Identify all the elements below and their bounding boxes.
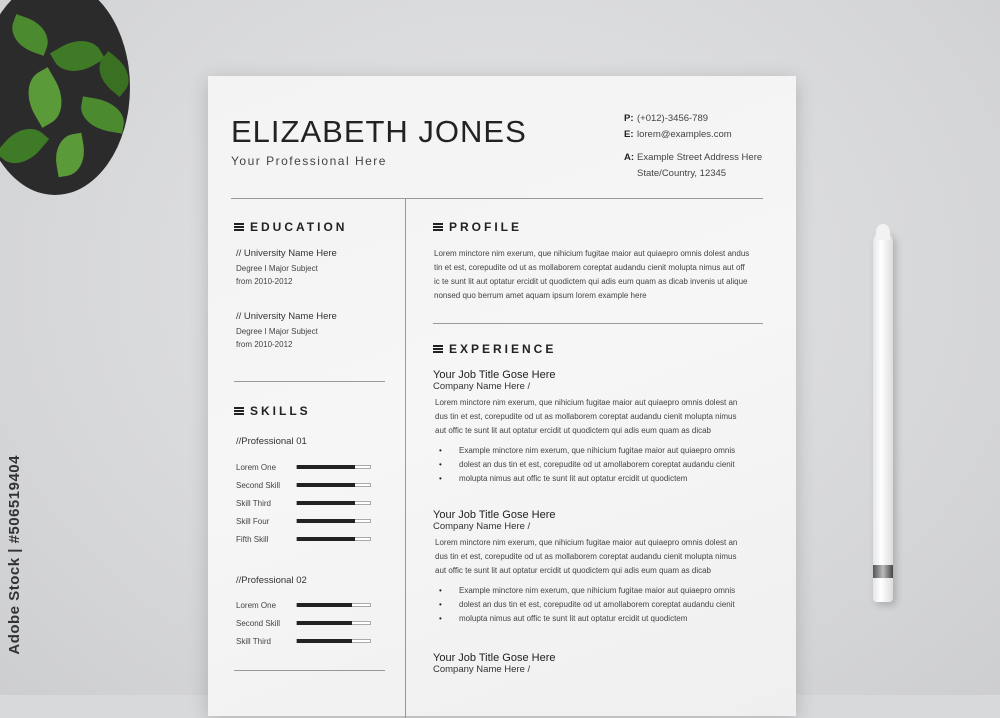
skill-label: Lorem One bbox=[236, 462, 277, 472]
skill-level-fill bbox=[297, 603, 352, 607]
experience-heading: EXPERIENCE bbox=[433, 342, 556, 356]
skill-level-fill bbox=[297, 621, 352, 625]
menu-lines-icon bbox=[433, 223, 443, 231]
skill-list bbox=[236, 596, 371, 650]
stylus-pen bbox=[873, 232, 893, 602]
profile-text: Lorem minctore nim exerum, que nihicium fugitae maior aut quiaepro omnis dolest andus tin et est, corepudite od ut as mollaborem coreptat audandu cienit molupta nimus aut off ic te sunt lit aut optatur ercidit ut quodictem qui adis eum quam as dicab invenis ut alique nonsed quo berrum amet aquam ipsum lorem example here bbox=[434, 249, 750, 300]
watermark: Adobe Stock | #506519404 bbox=[6, 455, 23, 655]
skill-level-bar bbox=[296, 519, 371, 523]
skill-row bbox=[236, 458, 371, 476]
skill-level-bar bbox=[296, 483, 371, 487]
education-item: // University Name Here Degree I Major Subject from 2010-2012 bbox=[236, 311, 337, 349]
skill-group-title: //Professional 01 bbox=[236, 436, 307, 447]
menu-lines-icon bbox=[234, 407, 244, 415]
experience-item: Your Job Title Gose Here Company Name Here / Lorem minctore nim exerum, que nihicium fugitae maior aut quiaepro omnis dolest an dus tin et est, corepudite od ut as mollaborem coreptat audandu cienit molupta nimus aut offic te sunt lit aut optatur ercidit ut quodictem qui adis eum quam as dicab • Example minctore nim exerum, que nihicium fugitae maior aut quiaepro omnis • dolest an dus tin et est, corepudite od ut amollaborem coreptat audandu cienit • molupta nimus aut offic te sunt lit aut optatur ercidit ut quodictem bbox=[433, 509, 763, 626]
divider bbox=[234, 670, 385, 671]
skill-label: Second Skill bbox=[236, 618, 281, 628]
skill-row bbox=[236, 632, 371, 650]
skill-level-fill bbox=[297, 537, 355, 541]
skill-level-fill bbox=[297, 501, 355, 505]
skill-label: Fifth Skill bbox=[236, 534, 269, 544]
skill-row bbox=[236, 614, 371, 632]
skill-level-fill bbox=[297, 639, 352, 643]
skill-row bbox=[236, 494, 371, 512]
skill-level-bar bbox=[296, 501, 371, 505]
divider bbox=[433, 323, 763, 324]
skill-label: Skill Third bbox=[236, 498, 271, 508]
skill-row bbox=[236, 512, 371, 530]
skill-level-bar bbox=[296, 639, 371, 643]
skill-row bbox=[236, 530, 371, 548]
skill-level-bar bbox=[296, 603, 371, 607]
skill-level-fill bbox=[297, 483, 355, 487]
skill-label: Skill Four bbox=[236, 516, 270, 526]
menu-lines-icon bbox=[234, 223, 244, 231]
skill-label: Lorem One bbox=[236, 600, 277, 610]
contact-email: E: lorem@examples.com bbox=[624, 129, 732, 140]
contact-address-line2: State/Country, 12345 bbox=[637, 168, 727, 179]
experience-item: Your Job Title Gose Here Company Name Here / Lorem minctore nim exerum, que nihicium fugitae maior aut quiaepro omnis dolest an dus tin et est, corepudite od ut as mollaborem coreptat audandu cienit molupta nimus aut offic te sunt lit aut optatur ercidit ut quodictem qui adis eum quam as dicab • Example minctore nim exerum, que nihicium fugitae maior aut quiaepro omnis • dolest an dus tin et est, corepudite od ut amollaborem coreptat audandu cienit • molupta nimus aut offic te sunt lit aut optatur ercidit ut quodictem bbox=[433, 369, 763, 486]
skill-list bbox=[236, 458, 371, 548]
skill-label: Second Skill bbox=[236, 480, 281, 490]
contact-phone: P: (+012)-3456-789 bbox=[624, 113, 709, 124]
skill-level-fill bbox=[297, 465, 355, 469]
header-divider bbox=[231, 198, 763, 199]
experience-item: Your Job Title Gose Here Company Name Here / bbox=[433, 652, 556, 675]
education-heading: EDUCATION bbox=[234, 220, 347, 234]
skill-label: Skill Third bbox=[236, 636, 271, 646]
resume-name: ELIZABETH JONES bbox=[231, 114, 527, 149]
contact-address: A: Example Street Address Here bbox=[624, 152, 763, 163]
resume-subtitle: Your Professional Here bbox=[231, 154, 387, 168]
skill-row bbox=[236, 476, 371, 494]
education-item: // University Name Here Degree I Major Subject from 2010-2012 bbox=[236, 248, 337, 286]
profile-heading: PROFILE bbox=[433, 220, 522, 234]
menu-lines-icon bbox=[433, 345, 443, 353]
skill-level-bar bbox=[296, 621, 371, 625]
skill-group-title: //Professional 02 bbox=[236, 575, 307, 586]
skill-level-bar bbox=[296, 465, 371, 469]
column-divider bbox=[405, 198, 406, 718]
skills-heading: SKILLS bbox=[234, 404, 311, 418]
skill-level-bar bbox=[296, 537, 371, 541]
skill-level-fill bbox=[297, 519, 355, 523]
skill-row bbox=[236, 596, 371, 614]
resume-page bbox=[208, 76, 796, 716]
divider bbox=[234, 381, 385, 382]
